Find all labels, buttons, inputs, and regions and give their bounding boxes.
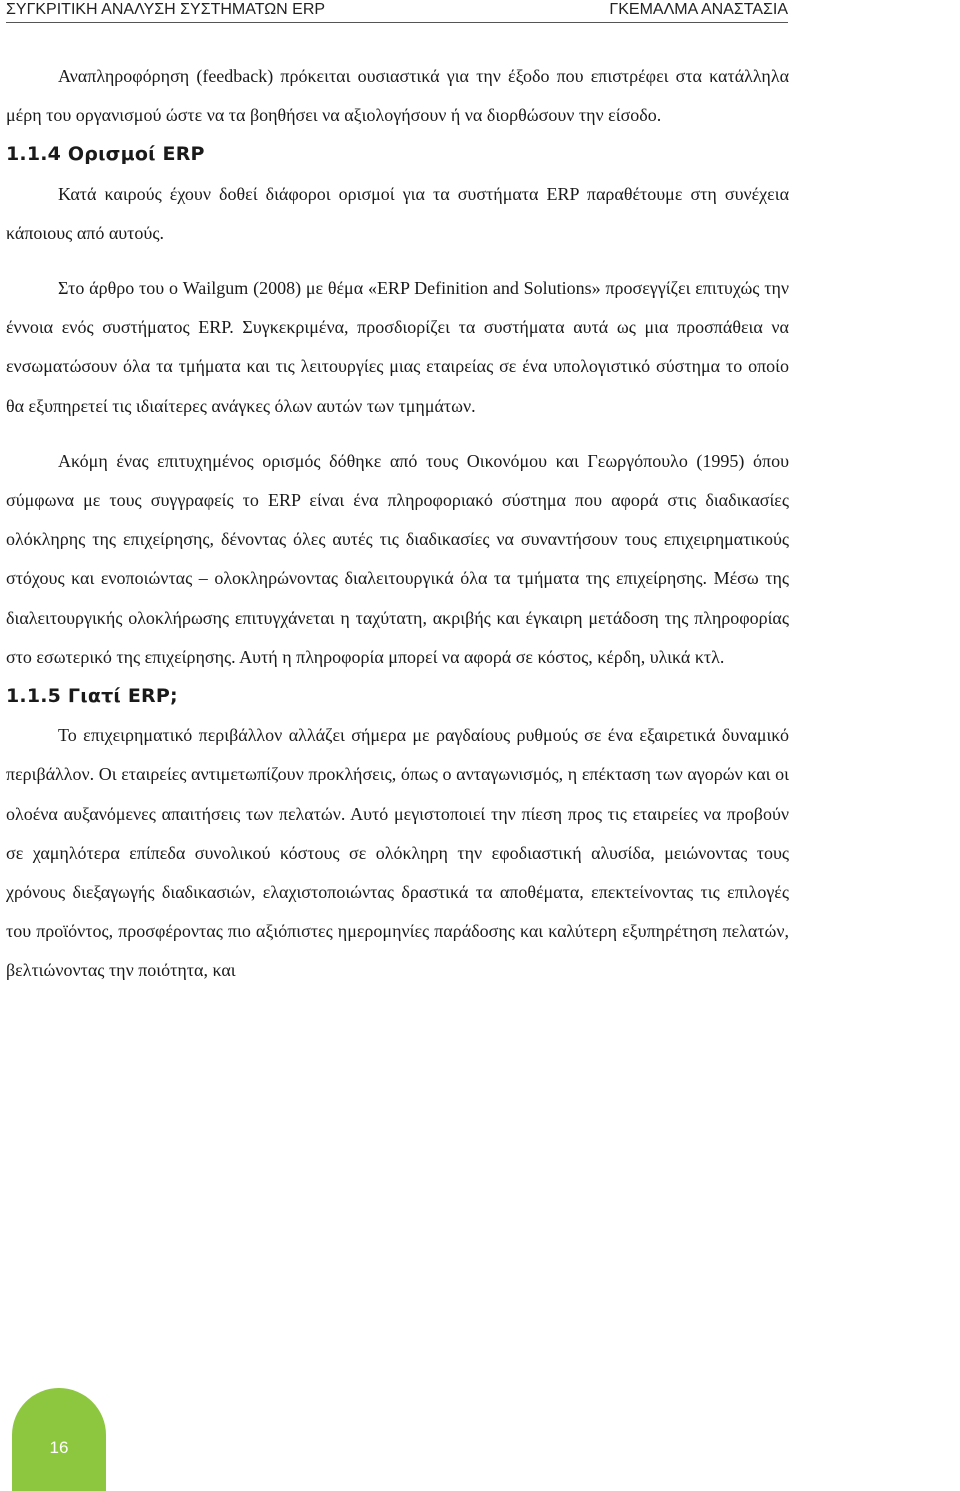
- header-author: ΓΚΕΜΑΛΜΑ ΑΝΑΣΤΑΣΙΑ: [609, 1, 788, 18]
- header-rule: [6, 22, 788, 23]
- paragraph-why-erp: Το επιχειρηματικό περιβάλλον αλλάζει σήμερα με ραγδαίους ρυθμούς σε ένα εξαιρετικά δυναμικό περιβάλλον. Οι εταιρείες αντιμετωπίζουν προκλήσεις, όπως ο ανταγωνισμός, η επέκταση των αγορών και οι ολοένα αυξανόμενες απαιτήσεις των πελατών. Αυτό μεγιστοποιεί την πίεση προς τις εταιρείες να προβούν σε χαμηλότερα επίπεδα συνολικού κόστους σε ολόκληρη την εφοδιαστική αλυσίδα, μειώνοντας τους χρόνους διεξαγωγής διαδικασιών, ελαχιστοποιώντας δραστικά τα αποθέματα, επεκτείνοντας τις επιλογές του προϊόντος, προσφέροντας πιο αξιόπιστες ημερομηνίες παράδοσης και καλύτερη εξυπηρέτηση πελατών, βελτιώνοντας την ποιότητα, και: [6, 725, 789, 981]
- section-heading-why-erp: 1.1.5 Γιατί ERP;: [6, 685, 178, 708]
- page-header: [6, 0, 788, 28]
- document-body: [6, 57, 789, 991]
- section-heading-definitions: 1.1.4 Ορισμοί ERP: [6, 143, 205, 166]
- paragraph-feedback: Αναπληροφόρηση (feedback) πρόκειται ουσιαστικά για την έξοδο που επιστρέφει στα κατάλληλα μέρη του οργανισμού ώστε να τα βοηθήσει να αξιολογήσουν ή να διορθώσουν την είσοδο.: [6, 66, 789, 126]
- page-number: 16: [49, 1438, 69, 1457]
- paragraph-oikonomou: Ακόμη ένας επιτυχημένος ορισμός δόθηκε από τους Οικονόμου και Γεωργόπουλο (1995) όπου σύμφωνα με τους συγγραφείς το ERP είναι ένα πληροφοριακό σύστημα που αφορά στις διαδικασίες ολόκληρης της επιχείρησης, δένοντας όλες αυτές τις διαδικασίες να συναντήσουν τους επιχειρηματικούς στόχους και ενοποιώντας – ολοκληρώνοντας διαλειτουργικά όλα τα τμήματα της επιχείρησης. Μέσω της διαλειτουργικής ολοκλήρωσης επιτυγχάνεται η ταχύτατη, ακριβής και έγκαιρη μετάδοση της πληροφορίας στο εσωτερικό της επιχείρησης. Αυτή η πληροφορία μπορεί να αφορά σε κόστος, κέρδη, υλικά κτλ.: [6, 450, 789, 667]
- paragraph-definitions-intro: Κατά καιρούς έχουν δοθεί διάφοροι ορισμοί για τα συστήματα ERP παραθέτουμε στη συνέχεια κάποιους από αυτούς.: [6, 183, 789, 243]
- paragraph-wailgum: Στο άρθρο του ο Wailgum (2008) με θέμα «ERP Definition and Solutions» προσεγγίζει επιτυχώς την έννοια ενός συστήματος ERP. Συγκεκριμένα, προσδιορίζει τα συστήματα αυτά ως μια προσπάθεια να ενσωματώσουν όλα τα τμήματα και τις λειτουργίες μιας εταιρείας σε ένα υπολογιστικό σύστημα το οποίο θα εξυπηρετεί τις ιδιαίτερες ανάγκες όλων αυτών των τμημάτων.: [6, 278, 789, 416]
- header-title: ΣΥΓΚΡΙΤΙΚΗ ΑΝΑΛΥΣΗ ΣΥΣΤΗΜΑΤΩΝ ERP: [6, 1, 326, 18]
- page-number-badge: [12, 1388, 106, 1491]
